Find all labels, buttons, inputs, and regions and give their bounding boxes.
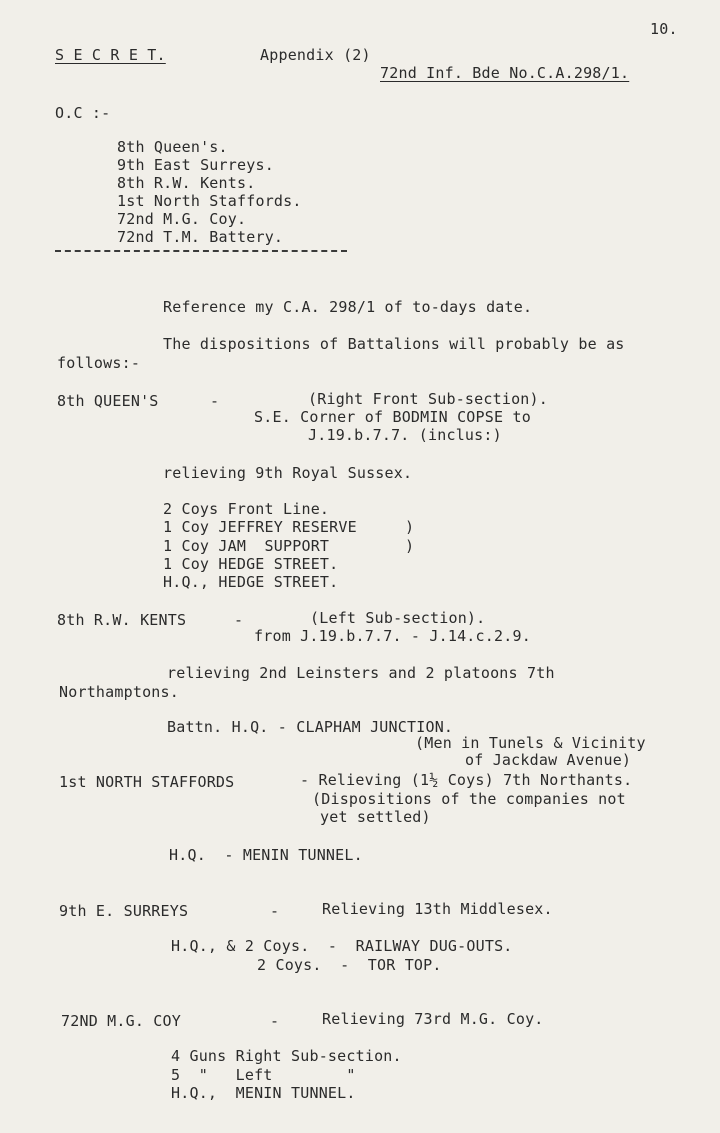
hq-line: Battn. H.Q. - CLAPHAM JUNCTION.	[167, 718, 454, 736]
disposition-line: H.Q., MENIN TUNNEL.	[171, 1084, 356, 1102]
disposition-line: 4 Guns Right Sub-section.	[171, 1047, 402, 1065]
addressee-unit: 8th Queen's.	[117, 138, 228, 156]
unit-name: 8th QUEEN'S	[57, 392, 159, 410]
disposition-line: H.Q., HEDGE STREET.	[163, 573, 339, 591]
page-number: 10.	[650, 20, 678, 38]
sector-to: J.19.b.7.7. (inclus:)	[308, 426, 502, 444]
addressee-heading: O.C :-	[55, 104, 111, 122]
relieving-line: Relieving 73rd M.G. Coy.	[322, 1010, 544, 1028]
disposition-line: 1 Coy JEFFREY RESERVE	[163, 518, 357, 536]
unit-dash: -	[270, 1012, 280, 1030]
relieving-line: - Relieving (1½ Coys) 7th Northants.	[300, 771, 633, 789]
relieving-line: relieving 9th Royal Sussex.	[163, 464, 413, 482]
unit-dash: -	[270, 902, 280, 920]
reference-line: Reference my C.A. 298/1 of to-days date.	[163, 298, 533, 316]
note-line: of Jackdaw Avenue)	[465, 751, 632, 769]
addressee-unit: 8th R.W. Kents.	[117, 174, 256, 192]
disposition-line: 2 Coys. - TOR TOP.	[257, 956, 442, 974]
addressee-unit: 72nd M.G. Coy.	[117, 210, 247, 228]
sector-label: (Right Front Sub-section).	[308, 390, 548, 408]
appendix-title: Appendix (2)	[260, 46, 371, 64]
sector-range: from J.19.b.7.7. - J.14.c.2.9.	[254, 627, 531, 645]
unit-name: 8th R.W. KENTS	[57, 611, 187, 629]
bracket: )	[405, 537, 415, 555]
addressee-unit: 72nd T.M. Battery.	[117, 228, 284, 246]
bracket: )	[405, 518, 415, 536]
unit-name: 1st NORTH STAFFORDS	[59, 773, 235, 791]
disposition-line: 5 " Left "	[171, 1066, 356, 1084]
dashed-divider	[55, 250, 347, 252]
unit-dash: -	[210, 392, 220, 410]
unit-name: 72ND M.G. COY	[61, 1012, 181, 1030]
dispositions-line: The dispositions of Battalions will probably be as	[163, 335, 625, 353]
classification-heading: S E C R E T.	[55, 46, 166, 64]
note-line: (Dispositions of the companies not	[312, 790, 626, 808]
unit-dash: -	[234, 611, 244, 629]
reference-number: 72nd Inf. Bde No.C.A.298/1.	[380, 64, 630, 82]
disposition-line: 2 Coys Front Line.	[163, 500, 330, 518]
disposition-line: H.Q., & 2 Coys. - RAILWAY DUG-OUTS.	[171, 937, 513, 955]
addressee-unit: 9th East Surreys.	[117, 156, 274, 174]
sector-from: S.E. Corner of BODMIN COPSE to	[254, 408, 531, 426]
dispositions-line: follows:-	[57, 354, 141, 372]
disposition-line: 1 Coy HEDGE STREET.	[163, 555, 339, 573]
addressee-unit: 1st North Staffords.	[117, 192, 302, 210]
note-line: (Men in Tunels & Vicinity	[415, 734, 646, 752]
note-line: yet settled)	[320, 808, 431, 826]
relieving-line: Northamptons.	[59, 683, 179, 701]
sector-label: (Left Sub-section).	[310, 609, 486, 627]
relieving-line: Relieving 13th Middlesex.	[322, 900, 553, 918]
unit-name: 9th E. SURREYS	[59, 902, 189, 920]
relieving-line: relieving 2nd Leinsters and 2 platoons 7th	[167, 664, 555, 682]
disposition-line: 1 Coy JAM SUPPORT	[163, 537, 330, 555]
hq-line: H.Q. - MENIN TUNNEL.	[169, 846, 363, 864]
